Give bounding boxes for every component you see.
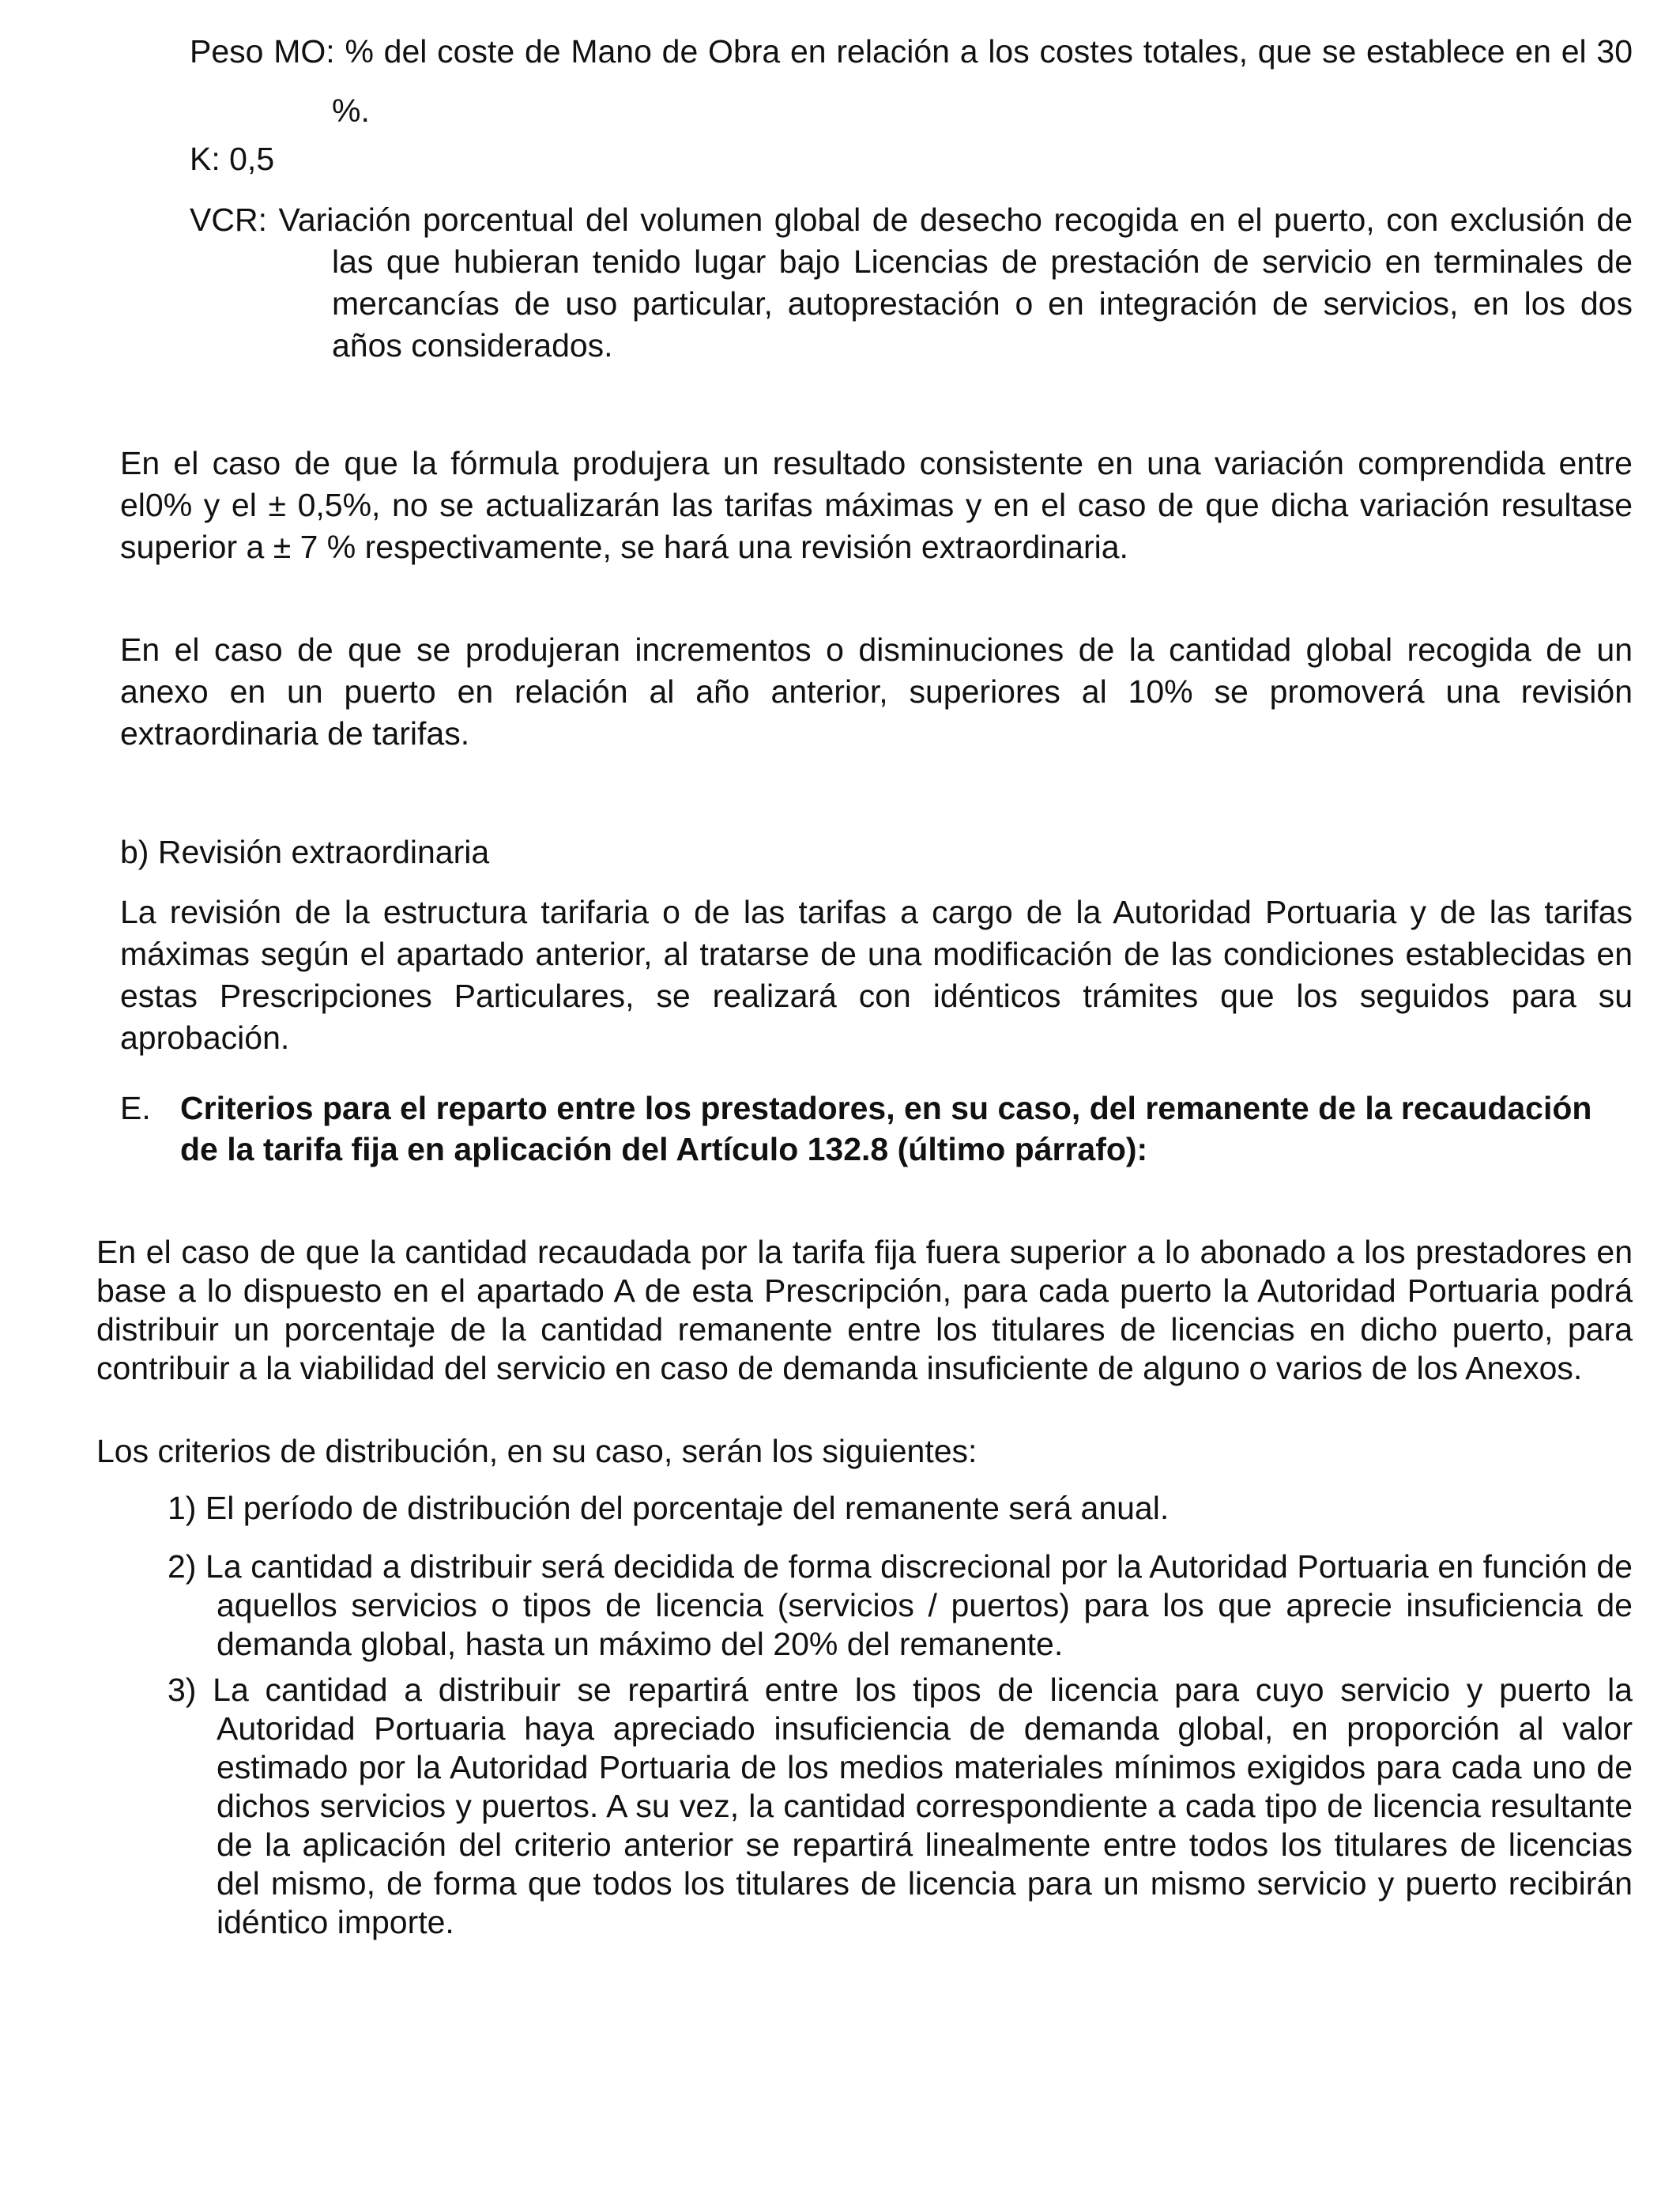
paragraph-formula-variation: En el caso de que la fórmula produjera un resultado consistente en una variación comprendida entre el0% y el ± 0,5%, no se actualizarán las tarifas máximas y en el caso de que dicha variación resultase superior a ± 7 % respectivamente, se hará una revisión extraordinaria. bbox=[120, 445, 1633, 565]
section-e-letter: E. bbox=[120, 1090, 151, 1126]
subsection-b-heading: b) Revisión extraordinaria bbox=[120, 834, 490, 870]
paragraph-increments: En el caso de que se produjeran incrementos o disminuciones de la cantidad global recogida de un anexo en un puerto en relación al año anterior, superiores al 10% se promoverá una revisión extraordinaria de tarifas. bbox=[120, 631, 1633, 752]
definition-k: K: 0,5 bbox=[190, 141, 275, 177]
section-e-heading bbox=[120, 1088, 1622, 1170]
list-item: 2) La cantidad a distribuir será decidida de forma discrecional por la Autoridad Portuaria en función de aquellos servicios o tipos de licencia (servicios / puertos) para los que aprecie insuficiencia de demanda global, hasta un máximo del 20% del remanente. bbox=[168, 1548, 1633, 1662]
definition-peso-mo: Peso MO: % del coste de Mano de Obra en relación a los costes totales, que se establece en el 30 %. bbox=[190, 33, 1633, 129]
list-item: 3) La cantidad a distribuir se repartirá entre los tipos de licencia para cuyo servicio y puerto la Autoridad Portuaria haya apreciado insuficiencia de demanda global, en proporción al valor estimado por la Autoridad Portuaria de los medios materiales mínimos exigidos para cada uno de dichos servicios y puertos. A su vez, la cantidad correspondiente a cada tipo de licencia resultante de la aplicación del criterio anterior se repartirá linealmente entre todos los titulares de licencias del mismo, de forma que todos los titulares de licencia para un mismo servicio y puerto recibirán idéntico importe. bbox=[168, 1672, 1633, 1940]
paragraph-extraordinary-revision: La revisión de la estructura tarifaria o de las tarifas a cargo de la Autoridad Portuaria y de las tarifas máximas según el apartado anterior, al tratarse de una modificación de las condiciones establecidas en estas Prescripciones Particulares, se realizará con idénticos trámites que los seguidos para su aprobación. bbox=[120, 894, 1633, 1056]
definition-vcr: VCR: Variación porcentual del volumen global de desecho recogida en el puerto, con exclusión de las que hubieran tenido lugar bajo Licencias de prestación de servicio en terminales de mercancías de uso particular, autoprestación o en integración de servicios, en los dos años considerados. bbox=[190, 202, 1633, 364]
paragraph-remainder-distribution: En el caso de que la cantidad recaudada por la tarifa fija fuera superior a lo abonado a los prestadores en base a lo dispuesto en el apartado A de esta Prescripción, para cada puerto la Autoridad Portuaria podrá distribuir un porcentaje de la cantidad remanente entre los titulares de licencias en dicho puerto, para contribuir a la viabilidad del servicio en caso de demanda insuficiente de alguno o varios de los Anexos. bbox=[96, 1234, 1633, 1386]
paragraph-criteria-intro: Los criterios de distribución, en su caso, serán los siguientes: bbox=[96, 1433, 977, 1469]
section-e-title: Criterios para el reparto entre los prestadores, en su caso, del remanente de la recaudación de la tarifa fija en aplicación del Artículo 132.8 (último párrafo): bbox=[180, 1090, 1592, 1167]
list-item: 1) El período de distribución del porcentaje del remanente será anual. bbox=[168, 1490, 1170, 1526]
